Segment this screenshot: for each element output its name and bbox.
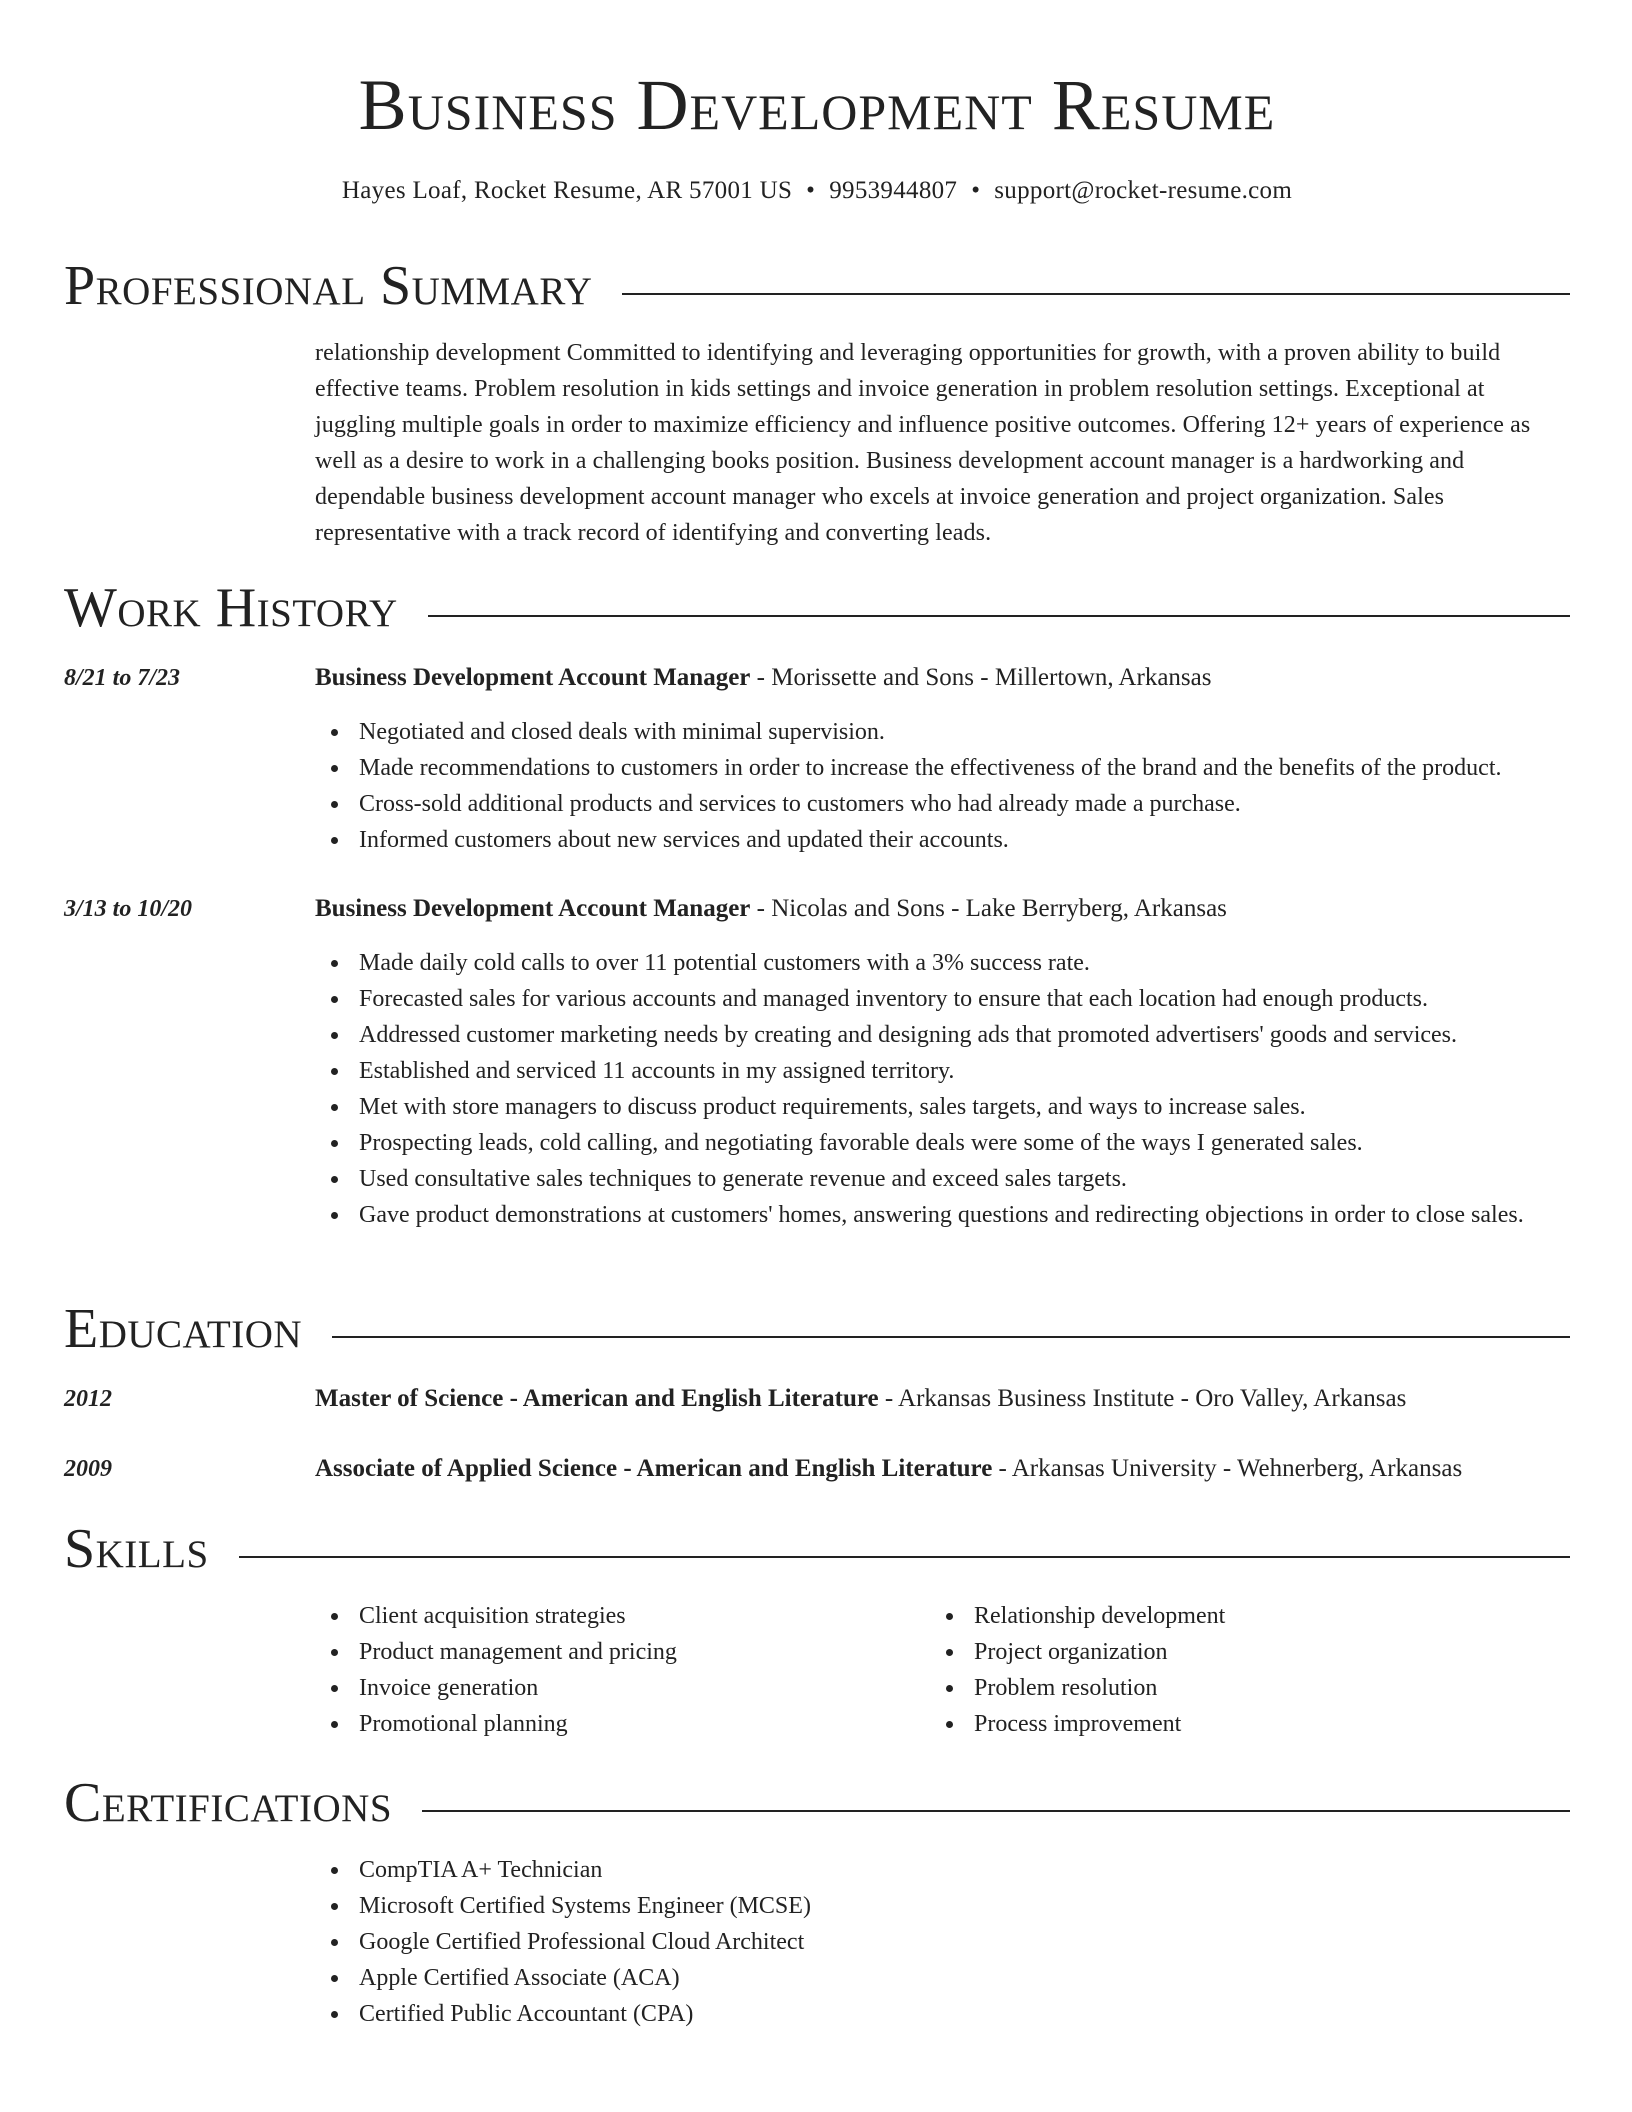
section-divider	[64, 1556, 1570, 1558]
contact-separator: •	[971, 177, 981, 204]
resume-title: Business Development Resume	[358, 65, 1276, 145]
skill-item: Problem resolution	[974, 1670, 1574, 1706]
skill-item: Process improvement	[974, 1706, 1574, 1742]
job-details: - Morissette and Sons - Millertown, Arkansas	[750, 664, 1212, 691]
education-year: 2009	[64, 1456, 112, 1482]
job-bullet: Made recommendations to customers in order to increase the effectiveness of the brand and the benefits of the product.	[359, 750, 1615, 786]
job-details: - Nicolas and Sons - Lake Berryberg, Arkansas	[750, 895, 1227, 922]
job-heading	[315, 891, 1571, 927]
skill-item: Promotional planning	[359, 1706, 959, 1742]
job-bullet: Made daily cold calls to over 11 potential customers with a 3% success rate.	[359, 945, 1615, 981]
skill-item: Invoice generation	[359, 1670, 959, 1706]
job-heading	[315, 660, 1571, 696]
section-title-work: Work History	[64, 576, 428, 640]
section-title-certifications: Certifications	[64, 1771, 422, 1835]
education-degree: Master of Science - American and English Literature	[315, 1385, 879, 1412]
skills-list-right	[930, 1598, 1574, 1742]
contact-email: support@rocket-resume.com	[994, 177, 1293, 204]
summary-text: relationship development Committed to identifying and leveraging opportunities for growth, with a proven ability to build effective teams. Problem resolution in kids settings and invoice generation in problem resolution settings. Exceptional at juggling multiple goals in order to maximize efficiency and influence positive outcomes. Offering 12+ years of experience as well as a desire to work in a challenging books position. Business development account manager is a hardworking and dependable business development account manager who excels at invoice generation and project organization. Sales representative with a track record of identifying and converting leads.	[315, 340, 1531, 546]
skills-list-left	[315, 1598, 959, 1742]
job-bullet: Negotiated and closed deals with minimal supervision.	[359, 714, 1615, 750]
job-bullet: Used consultative sales techniques to generate revenue and exceed sales targets.	[359, 1161, 1615, 1197]
skill-item: Relationship development	[974, 1598, 1574, 1634]
certification-item: Apple Certified Associate (ACA)	[359, 1960, 1615, 1996]
job-title: Business Development Account Manager	[315, 664, 751, 691]
education-degree: Associate of Applied Science - American and English Literature	[315, 1455, 993, 1482]
job-bullet: Addressed customer marketing needs by creating and designing ads that promoted advertisers' goods and services.	[359, 1017, 1615, 1053]
certifications-list	[315, 1852, 1615, 2032]
job-bullets	[315, 945, 1615, 1233]
job-bullet: Cross-sold additional products and services to customers who had already made a purchase.	[359, 786, 1615, 822]
section-header-skills	[64, 1517, 1570, 1581]
contact-separator: •	[806, 177, 816, 204]
skill-item: Client acquisition strategies	[359, 1598, 959, 1634]
contact-address: Hayes Loaf, Rocket Resume, AR 57001 US	[341, 177, 793, 204]
certification-item: Microsoft Certified Systems Engineer (MCSE)	[359, 1888, 1615, 1924]
contact-phone: 9953944807	[829, 177, 958, 204]
education-details: - Arkansas University - Wehnerberg, Arkansas	[992, 1455, 1463, 1482]
section-header-work	[64, 576, 1570, 640]
education-entry	[315, 1381, 1571, 1417]
job-title: Business Development Account Manager	[315, 895, 751, 922]
section-header-education	[64, 1297, 1570, 1361]
job-bullets	[315, 714, 1615, 858]
section-title-summary: Professional Summary	[64, 254, 622, 318]
job-dates: 8/21 to 7/23	[64, 665, 181, 691]
skill-item: Product management and pricing	[359, 1634, 959, 1670]
certification-item: Certified Public Accountant (CPA)	[359, 1996, 1615, 2032]
education-year: 2012	[64, 1386, 112, 1412]
job-bullet: Gave product demonstrations at customers' homes, answering questions and redirecting objections in order to close sales.	[359, 1197, 1615, 1233]
job-bullet: Established and serviced 11 accounts in my assigned territory.	[359, 1053, 1615, 1089]
job-bullet: Informed customers about new services and updated their accounts.	[359, 822, 1615, 858]
education-entry	[315, 1451, 1571, 1487]
section-title-skills: Skills	[64, 1517, 239, 1581]
education-details: - Arkansas Business Institute - Oro Valley, Arkansas	[878, 1385, 1407, 1412]
certification-item: CompTIA A+ Technician	[359, 1852, 1615, 1888]
section-header-summary	[64, 254, 1570, 318]
contact-line	[64, 174, 1570, 208]
job-bullet: Met with store managers to discuss product requirements, sales targets, and ways to increase sales.	[359, 1089, 1615, 1125]
job-dates: 3/13 to 10/20	[64, 896, 193, 922]
job-bullet: Forecasted sales for various accounts and managed inventory to ensure that each location had enough products.	[359, 981, 1615, 1017]
section-header-certifications	[64, 1771, 1570, 1835]
resume-page	[64, 0, 1570, 2112]
job-bullet: Prospecting leads, cold calling, and negotiating favorable deals were some of the ways I generated sales.	[359, 1125, 1615, 1161]
skill-item: Project organization	[974, 1634, 1574, 1670]
section-title-education: Education	[64, 1297, 332, 1361]
certification-item: Google Certified Professional Cloud Architect	[359, 1924, 1615, 1960]
